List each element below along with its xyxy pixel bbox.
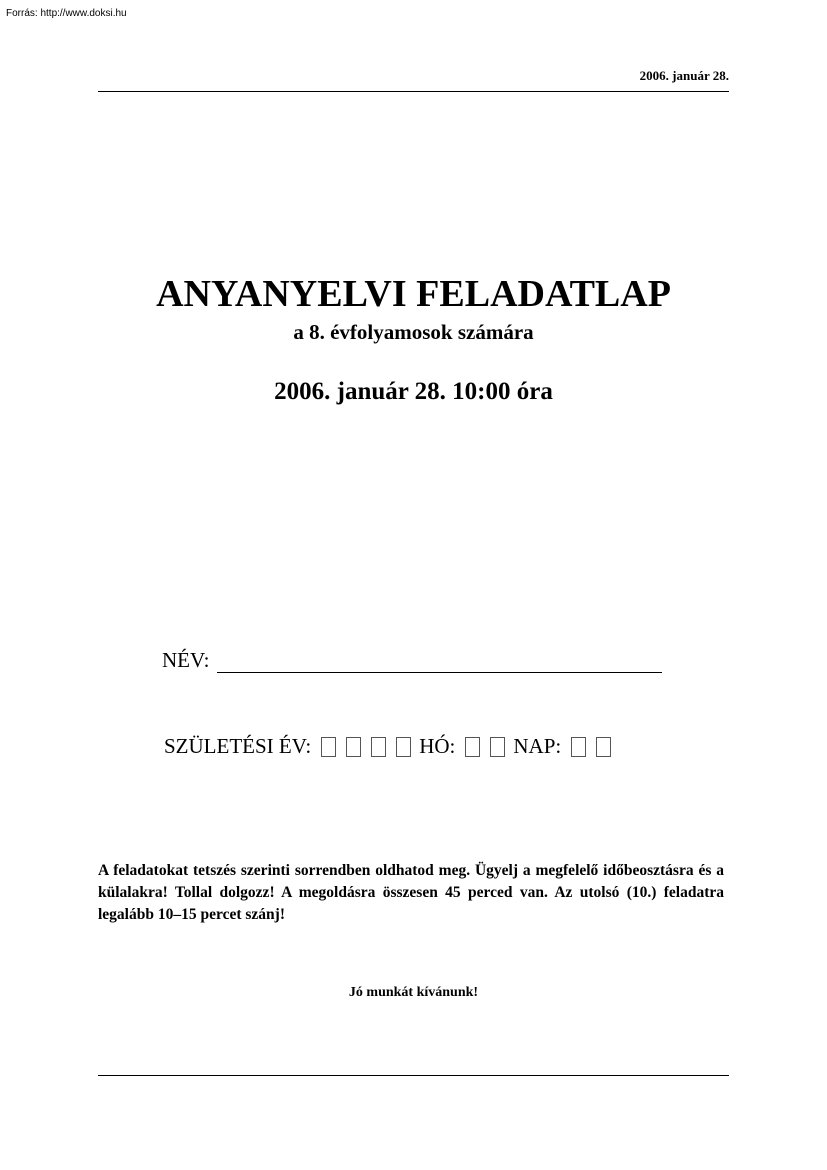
- month-digit-box[interactable]: [465, 737, 480, 757]
- birth-year-digit-box[interactable]: [321, 737, 336, 757]
- name-row: [162, 648, 662, 673]
- header-date: 2006. január 28.: [639, 68, 729, 83]
- day-digit-box[interactable]: [596, 737, 611, 757]
- month-digit-box[interactable]: [490, 737, 505, 757]
- instructions-paragraph: A feladatokat tetszés szerinti sorrendben oldhatod meg. Ügyelj a megfelelő időbeosztásra és a külalakra! Tollal dolgozz! A megoldásra összesen 45 perced van. Az utolsó (10.) feladatra legalább 10–15 percet szánj!: [98, 862, 724, 923]
- birth-year-digit-box[interactable]: [371, 737, 386, 757]
- birth-year-label: SZÜLETÉSI ÉV:: [164, 734, 312, 758]
- name-field[interactable]: [217, 650, 662, 673]
- closing-text: Jó munkát kívánunk!: [348, 985, 479, 1000]
- source-line: Forrás: http://www.doksi.hu: [6, 8, 127, 19]
- bottom-rule: [98, 1075, 729, 1076]
- birth-date-row: [164, 734, 611, 759]
- page-subtitle: a 8. évfolyamosok számára: [293, 320, 534, 344]
- name-label: NÉV:: [162, 648, 210, 672]
- exam-datetime: 2006. január 28. 10:00 óra: [274, 378, 553, 405]
- page-title: ANYANYELVI FELADATLAP: [156, 273, 671, 315]
- day-label: NAP:: [513, 734, 562, 758]
- birth-year-digit-box[interactable]: [346, 737, 361, 757]
- top-rule: [98, 91, 729, 92]
- month-label: HÓ:: [419, 734, 456, 758]
- day-digit-box[interactable]: [571, 737, 586, 757]
- birth-year-digit-box[interactable]: [396, 737, 411, 757]
